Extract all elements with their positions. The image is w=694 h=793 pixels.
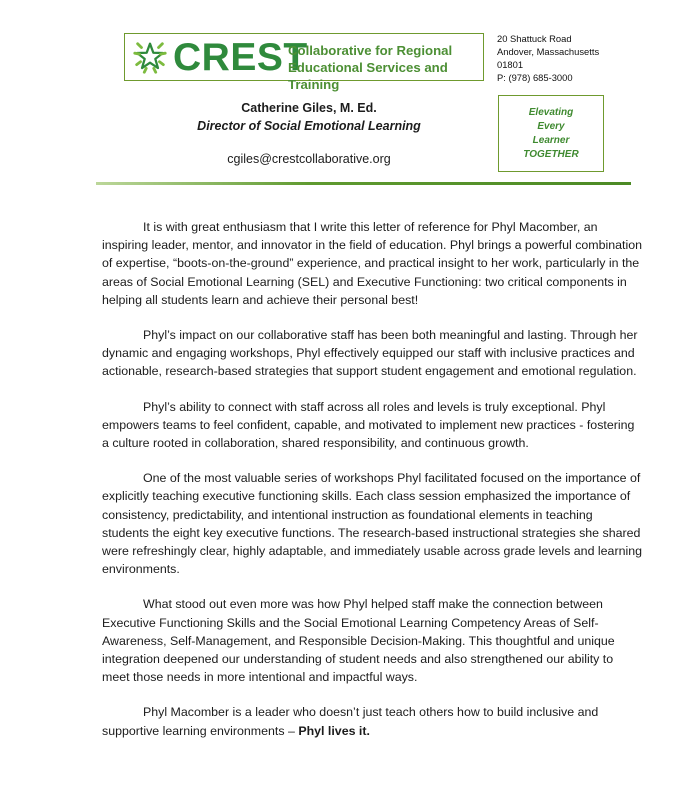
letter-paragraph: It is with great enthusiasm that I write this letter of reference for Phyl Macomber, an inspiring leader, mentor, and innovator in the field of education. Phyl brings a powerful combination of expertise, “boots-on-the-ground” experience, and practical insight to her work, particularly in the areas of Social Emotional Learning (SEL) and Executive Functioning: two critical components in helping all students learn and achieve their personal best!: [102, 220, 643, 307]
address-phone: P: (978) 685-3000: [497, 72, 573, 83]
letter-body: [102, 218, 642, 757]
logo-wordmark: CREST: [173, 36, 308, 79]
letter-paragraph: Phyl’s ability to connect with staff across all roles and levels is truly exceptional. Phyl empowers teams to feel confident, capable, and motivated to implement new practices - fostering a culture rooted in collaboration, shared responsibility, and continuous growth.: [102, 399, 635, 451]
author-email[interactable]: cgiles@crestcollaborative.org: [227, 152, 391, 166]
motto-line: Every: [537, 120, 565, 132]
motto-line: TOGETHER: [523, 148, 579, 160]
crest-logo: [124, 33, 484, 92]
motto-line: Elevating: [528, 106, 574, 118]
author-name: Catherine Giles, M. Ed.: [241, 101, 377, 115]
letter-paragraph: One of the most valuable series of workshops Phyl facilitated focused on the importance of explicitly teaching executive functioning skills. Each class session emphasized the importance of consistency, predictability, and intentional instruction as foundational elements in teaching students the eight key executive functions. The research-based instructional strategies she shared were refreshingly clear, highly adaptable, and immediately usable across grade levels and learning environments.: [102, 471, 642, 577]
closing-text: Phyl Macomber is a leader who doesn’t just teach others how to build inclusive and supportive learning environments –: [102, 705, 599, 738]
author-title: Director of Social Emotional Learning: [197, 119, 421, 133]
star-wreath-icon: [131, 38, 169, 76]
header-divider: [96, 182, 631, 185]
letter-paragraph: What stood out even more was how Phyl helped staff make the connection between Executive Functioning Skills and the Social Emotional Learning Competency Areas of Self-Awareness, Self-Management, and Responsible Decision-Making. This thoughtful and unique integration deepened our understanding of student needs and also strengthened our ability to meet those needs in more intentional and impactful ways.: [102, 597, 615, 685]
address-city: Andover, Massachusetts: [497, 46, 600, 57]
closing-paragraph: [102, 703, 642, 739]
letter-paragraph: Phyl’s impact on our collaborative staff has been both meaningful and lasting. Through her dynamic and engaging workshops, Phyl effectively equipped our staff with inclusive practices and actionable, research-based strategies that support student engagement and emotional regulation.: [102, 328, 638, 379]
logo-tagline-line-2: Educational Services and Training: [288, 60, 448, 92]
logo-tagline-line-1: Collaborative for Regional: [288, 43, 453, 58]
address-block: [497, 32, 599, 84]
motto-box: [498, 95, 604, 172]
address-street: 20 Shattuck Road: [497, 33, 572, 44]
closing-emphasis: Phyl lives it.: [298, 723, 370, 738]
address-zip: 01801: [497, 59, 524, 70]
logo-tagline: [288, 42, 483, 93]
motto-line: Learner: [532, 134, 570, 146]
